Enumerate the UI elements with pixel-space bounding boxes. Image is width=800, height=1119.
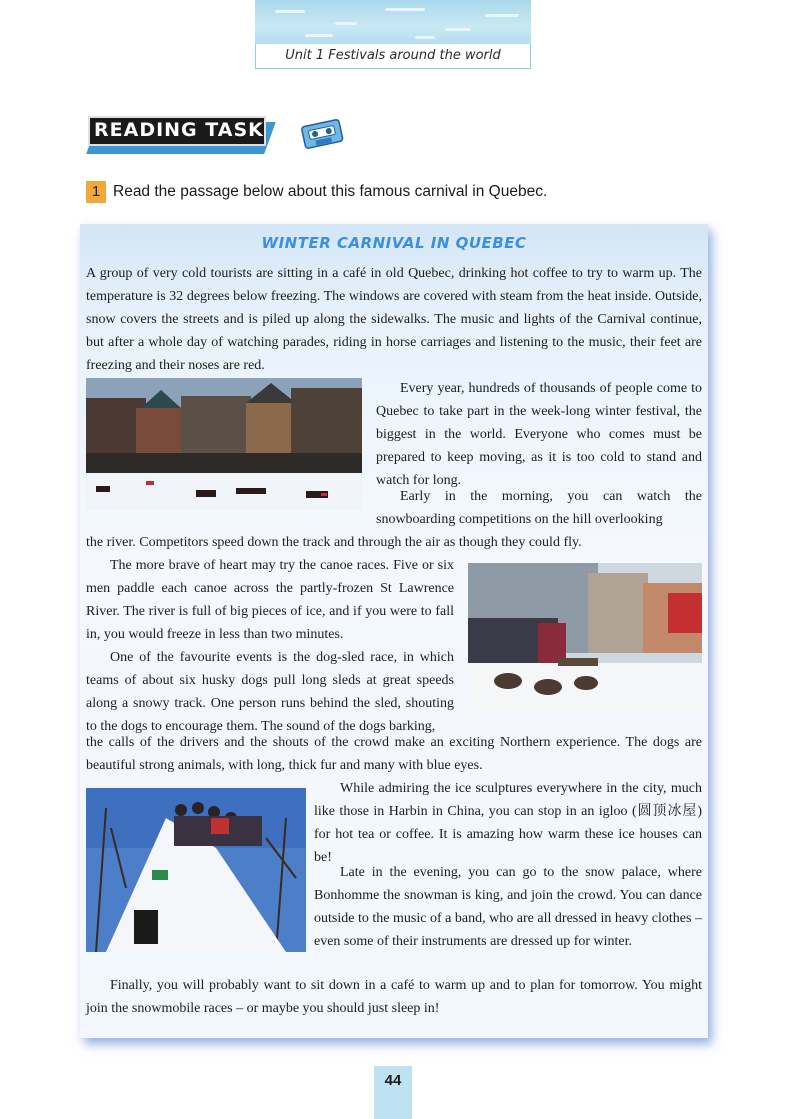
page-number: 44 xyxy=(374,1066,412,1119)
header-decoration xyxy=(255,0,531,44)
article-title: WINTER CARNIVAL IN QUEBEC xyxy=(261,234,527,252)
paragraph-3-end: the river. Competitors speed down the track and through the air as though they could fly. xyxy=(86,535,582,550)
paragraph-3-start: Early in the morning, you can watch the snowboarding competitions on the hill overlooking xyxy=(376,489,702,527)
paragraph-4: The more brave of heart may try the canoe races. Five or six men paddle each canoe across the partly-frozen St Lawrence River. The river is full of big pieces of ice, and if you were to fall in, you would freeze in less than two minutes. xyxy=(86,558,454,642)
dog-sled-photo xyxy=(468,563,702,716)
section-label: READING TASK xyxy=(94,119,264,141)
quebec-carnival-photo xyxy=(86,378,362,510)
paragraph-5-end: the calls of the drivers and the shouts of the crowd make an exciting Northern experience. The dogs are beautiful strong animals, with long, thick fur and many with blue eyes. xyxy=(86,735,702,773)
igloo-photo xyxy=(86,788,306,952)
question-text: Read the passage below about this famous carnival in Quebec. xyxy=(113,183,548,200)
paragraph-1: A group of very cold tourists are sitting in a café in old Quebec, drinking hot coffee to try to warm up. The temperature is 32 degrees below freezing. The windows are covered with steam from the heat inside. Outside, snow covers the streets and is piled up along the sidewalks. The music and lights of the Carnival continue, but after a whole day of watching parades, riding in horse carriages and listening to the music, their feet are freezing and their noses are red. xyxy=(86,266,702,373)
question-number: 1 xyxy=(86,181,106,203)
paragraph-5-start: One of the favourite events is the dog-sled race, in which teams of about six husky dogs pull long sleds at great speeds along a snowy track. One person runs behind the sled, shouting to the dogs to encourage them. The sound of the dogs barking, xyxy=(86,650,454,734)
paragraph-6: While admiring the ice sculptures everywhere in the city, much like those in Harbin in China, you can stop in an igloo (圆顶冰屋) for hot tea or coffee. It is amazing how warm these ice houses can be! xyxy=(314,781,702,865)
section-banner xyxy=(84,116,270,154)
paragraph-8: Finally, you will probably want to sit down in a café to warm up and to plan for tomorrow. You might join the snowmobile races – or maybe you should just sleep in! xyxy=(86,978,702,1016)
paragraph-2: Every year, hundreds of thousands of people come to Quebec to take part in the week-long winter festival, the biggest in the world. Everyone who comes must be prepared to keep moving, as it is too cold to stand and watch for long. xyxy=(376,381,702,488)
paragraph-7: Late in the evening, you can go to the snow palace, where Bonhomme the snowman is king, and join the crowd. You can dance outside to the music of a band, who are all dressed in heavy clothes – even some of their instruments are dressed up for winter. xyxy=(314,865,702,949)
unit-title: Unit 1 Festivals around the world xyxy=(255,44,531,69)
cassette-icon xyxy=(300,117,344,149)
